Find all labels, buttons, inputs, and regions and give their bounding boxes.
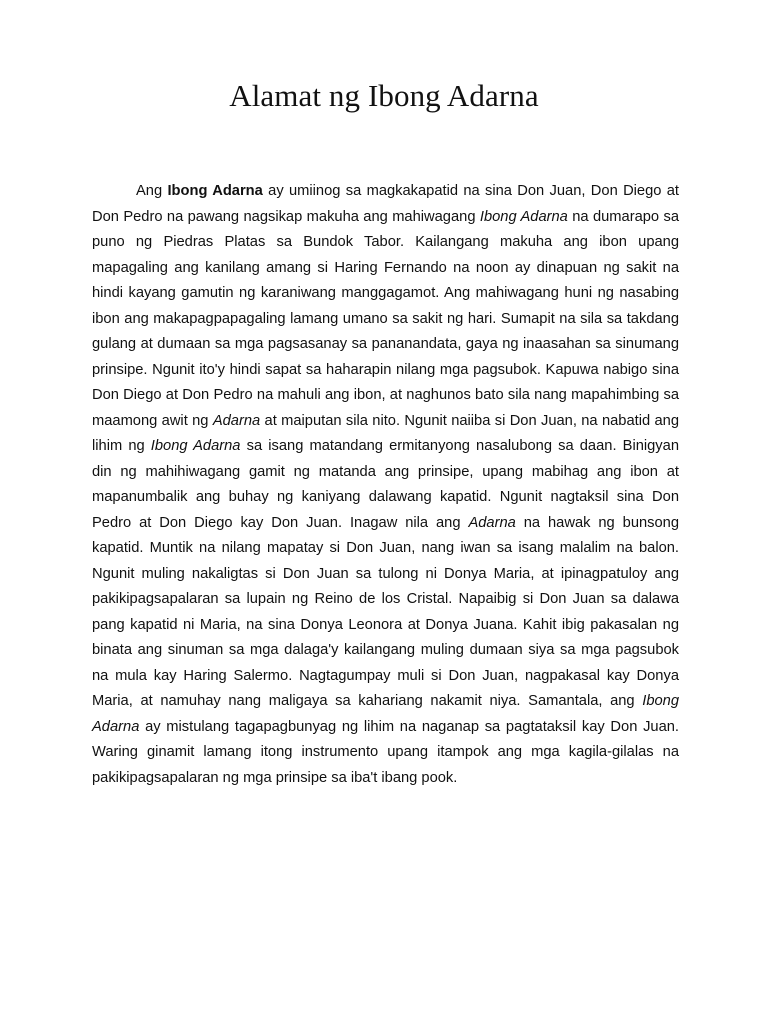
- bold-text-run: Ibong Adarna: [167, 183, 263, 199]
- text-run: ay umiinog sa magkakapatid na sina Don Juan, Don Diego at Don Pedro na pawang nagsikap makuha ang mahiwagang: [92, 183, 680, 225]
- italic-text-run: Adarna: [212, 412, 261, 429]
- text-run: na hawak ng bunsong kapatid. Muntik na nilang mapatay si Don Juan, nang iwan sa isang malalim na balon. Ngunit muling nakaligtas si Don Juan sa tulong ni Donya Maria, at ipinagpatuloy ang pakikipagsapalaran sa lupain ng Reino de los Cristal. Napaibig si Don Juan sa dalawa pang kapatid ni Maria, na sina Donya Leonora at Donya Juana. Kahit ibig pakasalan ng binata ang sinuman sa mga dalaga'y kailangang muling dumaan siya sa mga pagsubok na mula kay Haring Salermo. Nagtagumpay muli si Don Juan, nagpakasal kay Donya Maria, at namuhay nang maligaya sa kahariang nakamit niya. Samantala, ang: [92, 514, 680, 709]
- page-title: Alamat ng Ibong Adarna: [229, 78, 539, 113]
- italic-text-run: Ibong Adarna: [150, 438, 241, 454]
- text-run: at maiputan sila nito. Ngunit naiiba si Don Juan, na nabatid ang lihim ng: [92, 412, 679, 454]
- text-run: na dumarapo sa puno ng Piedras Platas sa Bundok Tabor. Kailangang makuha ang ibon upang mapagaling ang kanilang amang si Haring Fernando na noon ay dinapuan ng sakit na hindi kayang gamutin ng karaniwang manggagamot. Ang mahiwagang huni ng nasabing ibon ang makapagpapagaling lamang umano sa sakit ng hari. Sumapit na sila sa takdang gulang at dumaan sa mga pagsasanay sa pananandata, gaya ng inaasahan sa sinumang prinsipe. Ngunit ito'y hindi sapat sa haharapin nilang mga pagsubok. Kapuwa nabigo sina Don Diego at Don Pedro na mahuli ang ibon, at naghunos bato sila nang mapahimbing sa maamong awit ng: [92, 208, 679, 429]
- italic-text-run: Adarna: [468, 514, 516, 531]
- italic-text-run: Ibong Adarna: [92, 693, 679, 735]
- text-run: sa isang matandang ermitanyong nasalubong sa daan. Binigyan din ng mahihiwagang gamit ng matanda ang prinsipe, upang mabihag ang ibon at mapanumbalik ang buhay ng kaniyang dalawang kapatid. Ngunit nagtaksil sina Don Pedro at Don Diego kay Don Juan. Inagaw nila ang: [92, 438, 679, 531]
- text-run: Ang: [136, 183, 168, 199]
- body-paragraph: [92, 179, 679, 791]
- text-run: ay mistulang tagapagbunyag ng lihim na naganap sa pagtataksil kay Don Juan. Waring ginamit lamang itong instrumento upang itampok ang mga kagila-gilalas na pakikipagsapalaran ng mga prinsipe sa iba't ibang pook.: [92, 718, 679, 786]
- italic-text-run: Ibong Adarna: [479, 208, 568, 225]
